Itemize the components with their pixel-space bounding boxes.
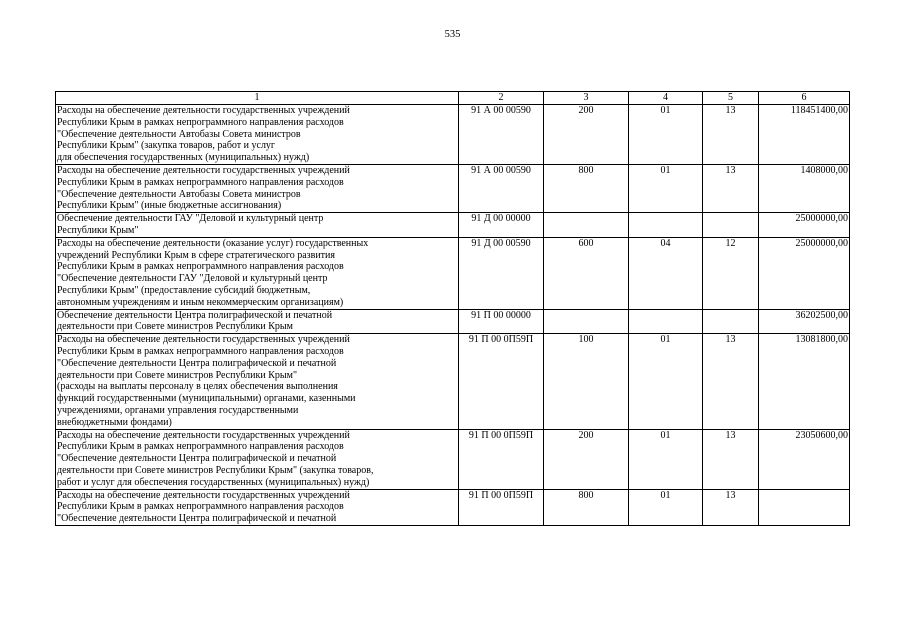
row-expense-type xyxy=(544,309,629,334)
row-subsection: 13 xyxy=(703,334,759,429)
row-description: Расходы на обеспечение деятельности государственных учреждений Республики Крым в рамках непрограммного направления расходов "Обеспечение деятельности Центра полиграфической и печатной xyxy=(56,489,459,525)
row-amount: 118451400,00 xyxy=(759,105,850,165)
row-amount: 1408000,00 xyxy=(759,164,850,212)
row-target-code: 91 Д 00 00590 xyxy=(459,237,544,309)
row-subsection: 13 xyxy=(703,429,759,489)
row-target-code: 91 П 00 0П59П xyxy=(459,489,544,525)
row-expense-type: 100 xyxy=(544,334,629,429)
row-section: 01 xyxy=(629,164,703,212)
row-target-code: 91 П 00 0П59П xyxy=(459,334,544,429)
row-description: Расходы на обеспечение деятельности (оказание услуг) государственных учреждений Республики Крым в сфере стратегического развития Республики Крым в рамках непрограммного направления расходов "Обеспечение деятельности ГАУ "Деловой и культурный центр Республики Крым" (предоставление субсидий бюджетным, автономным учреждениям и иным некоммерческим организациям) xyxy=(56,237,459,309)
row-amount: 36202500,00 xyxy=(759,309,850,334)
row-expense-type: 800 xyxy=(544,489,629,525)
row-subsection: 13 xyxy=(703,489,759,525)
row-amount xyxy=(759,489,850,525)
row-target-code: 91 А 00 00590 xyxy=(459,164,544,212)
table-row xyxy=(56,334,850,429)
budget-table xyxy=(55,91,850,526)
row-description: Расходы на обеспечение деятельности государственных учреждений Республики Крым в рамках непрограммного направления расходов "Обеспечение деятельности Автобазы Совета министров Республики Крым" (закупка товаров, работ и услуг для обеспечения государственных (муниципальных) нужд) xyxy=(56,105,459,165)
row-description: Расходы на обеспечение деятельности государственных учреждений Республики Крым в рамках непрограммного направления расходов "Обеспечение деятельности Центра полиграфической и печатной деятельности при Совете министров Республики Крым" (закупка товаров, работ и услуг для обеспечения государственных (муниципальных) нужд) xyxy=(56,429,459,489)
header-col-3: 3 xyxy=(544,92,629,105)
row-expense-type: 800 xyxy=(544,164,629,212)
row-section: 01 xyxy=(629,429,703,489)
header-col-2: 2 xyxy=(459,92,544,105)
table-row xyxy=(56,237,850,309)
row-expense-type: 200 xyxy=(544,429,629,489)
row-section: 04 xyxy=(629,237,703,309)
row-section xyxy=(629,213,703,238)
row-amount: 13081800,00 xyxy=(759,334,850,429)
row-amount: 25000000,00 xyxy=(759,237,850,309)
table-row xyxy=(56,105,850,165)
row-amount: 25000000,00 xyxy=(759,213,850,238)
header-col-6: 6 xyxy=(759,92,850,105)
header-col-4: 4 xyxy=(629,92,703,105)
row-description: Обеспечение деятельности ГАУ "Деловой и культурный центр Республики Крым" xyxy=(56,213,459,238)
row-description: Обеспечение деятельности Центра полиграфической и печатной деятельности при Совете министров Республики Крым xyxy=(56,309,459,334)
table-row xyxy=(56,213,850,238)
table-row xyxy=(56,164,850,212)
row-subsection xyxy=(703,213,759,238)
row-expense-type: 200 xyxy=(544,105,629,165)
table-row xyxy=(56,489,850,525)
row-section: 01 xyxy=(629,334,703,429)
row-subsection: 13 xyxy=(703,105,759,165)
table-header xyxy=(56,92,850,105)
row-expense-type: 600 xyxy=(544,237,629,309)
row-amount: 23050600,00 xyxy=(759,429,850,489)
table-body xyxy=(56,105,850,526)
page-number: 535 xyxy=(444,29,461,40)
header-col-5: 5 xyxy=(703,92,759,105)
row-expense-type xyxy=(544,213,629,238)
row-description: Расходы на обеспечение деятельности государственных учреждений Республики Крым в рамках непрограммного направления расходов "Обеспечение деятельности Автобазы Совета министров Республики Крым" (иные бюджетные ассигнования) xyxy=(56,164,459,212)
row-section: 01 xyxy=(629,489,703,525)
row-target-code: 91 А 00 00590 xyxy=(459,105,544,165)
row-section xyxy=(629,309,703,334)
row-subsection xyxy=(703,309,759,334)
row-description: Расходы на обеспечение деятельности государственных учреждений Республики Крым в рамках непрограммного направления расходов "Обеспечение деятельности Центра полиграфической и печатной деятельности при Совете министров Республики Крым" (расходы на выплаты персоналу в целях обеспечения выполнения функций государственными (муниципальными) органами, казенными учреждениями, органами управления государственными внебюджетными фондами) xyxy=(56,334,459,429)
table-row xyxy=(56,309,850,334)
row-target-code: 91 Д 00 00000 xyxy=(459,213,544,238)
header-col-1: 1 xyxy=(56,92,459,105)
row-target-code: 91 П 00 00000 xyxy=(459,309,544,334)
table-row xyxy=(56,429,850,489)
row-subsection: 12 xyxy=(703,237,759,309)
header-row xyxy=(56,92,850,105)
row-section: 01 xyxy=(629,105,703,165)
row-subsection: 13 xyxy=(703,164,759,212)
row-target-code: 91 П 00 0П59П xyxy=(459,429,544,489)
